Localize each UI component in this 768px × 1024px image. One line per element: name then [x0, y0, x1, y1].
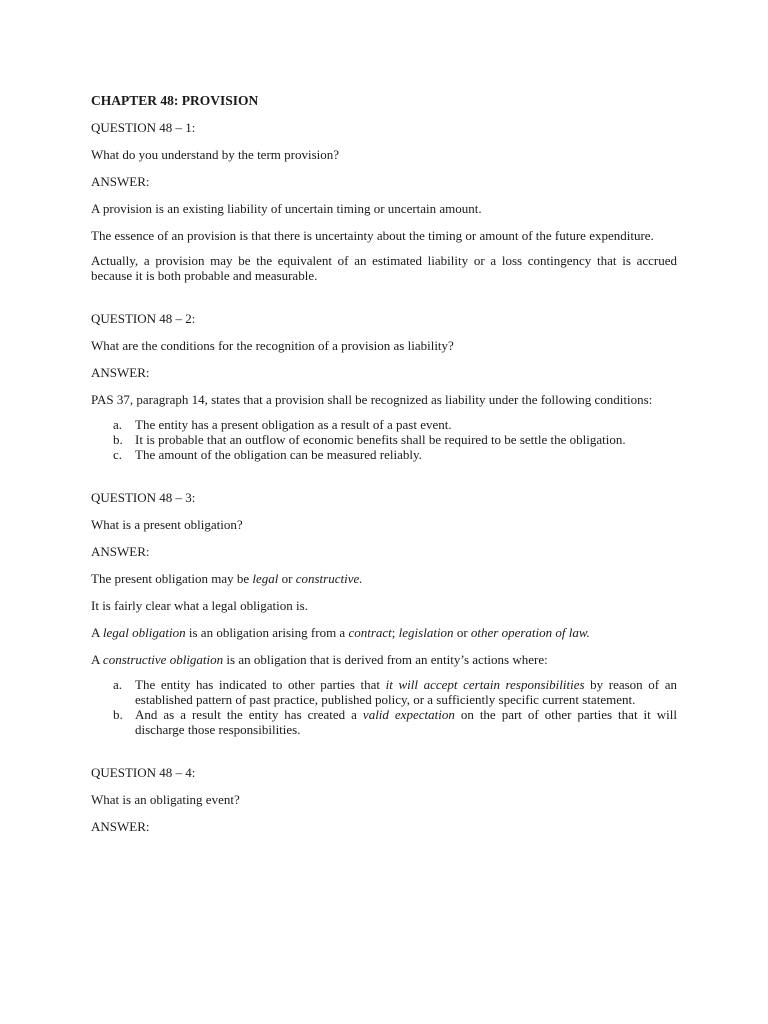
emphasis-constructive-obligation: constructive obligation — [102, 652, 224, 667]
list-marker: a. — [113, 677, 123, 692]
emphasis-other-operation-of-law: other operation of law. — [470, 625, 590, 640]
emphasis-constructive: constructive. — [295, 571, 363, 586]
list-item — [91, 447, 677, 462]
list-item-text: The amount of the obligation can be measured reliably. — [135, 447, 422, 462]
question-2-text: What are the conditions for the recognition of a provision as liability? — [91, 338, 454, 353]
question-3-conditions-list — [91, 677, 677, 737]
text-run: on the part of other parties that it will discharge those responsibilities. — [135, 707, 677, 737]
question-3-text: What is a present obligation? — [91, 517, 243, 532]
question-3-answer-label: ANSWER: — [91, 544, 150, 559]
question-1-paragraph-3: Actually, a provision may be the equivalent of an estimated liability or a loss contingency that is accrued because it is both probable and measurable. — [91, 253, 677, 283]
question-1-paragraph-1: A provision is an existing liability of uncertain timing or uncertain amount. — [91, 201, 482, 216]
list-item-text — [135, 677, 677, 707]
emphasis-legal: legal — [252, 571, 279, 586]
emphasis-legislation: legislation — [398, 625, 454, 640]
text-run: The present obligation may be — [91, 571, 253, 586]
question-3-paragraph-2: It is fairly clear what a legal obligation is. — [91, 598, 308, 613]
question-1-answer-label: ANSWER: — [91, 174, 150, 189]
question-3-paragraph-3 — [91, 625, 677, 640]
list-item — [91, 677, 677, 707]
text-run: is an obligation arising from a — [185, 625, 349, 640]
text-run: And as a result the entity has created a — [135, 707, 363, 722]
question-2-answer-label: ANSWER: — [91, 365, 150, 380]
text-run: or — [278, 571, 296, 586]
list-item — [91, 417, 677, 432]
list-item-text — [135, 707, 677, 737]
text-run: by reason of an established pattern of past practice, published policy, or a sufficiently specific current statement. — [135, 677, 677, 707]
question-3-paragraph-4 — [91, 652, 677, 667]
list-marker: c. — [113, 447, 123, 462]
question-1-paragraph-2: The essence of an provision is that there is uncertainty about the timing or amount of the future expenditure. — [91, 228, 654, 243]
emphasis-contract: contract — [348, 625, 392, 640]
question-1-heading: QUESTION 48 – 1: — [91, 120, 196, 135]
text-run: A — [91, 625, 103, 640]
list-item — [91, 707, 677, 737]
emphasis-legal-obligation: legal obligation — [102, 625, 186, 640]
list-item-text: It is probable that an outflow of economic benefits shall be required to be settle the obligation. — [135, 432, 626, 447]
question-3-heading: QUESTION 48 – 3: — [91, 490, 196, 505]
text-run: A — [91, 652, 103, 667]
question-1-text: What do you understand by the term provision? — [91, 147, 340, 162]
question-2-paragraph-1: PAS 37, paragraph 14, states that a provision shall be recognized as liability under the following conditions: — [91, 392, 653, 407]
list-marker: a. — [113, 417, 123, 432]
chapter-title: CHAPTER 48: PROVISION — [91, 93, 259, 108]
text-run: ; — [391, 625, 399, 640]
text-run: The entity has indicated to other parties that — [135, 677, 386, 692]
document-body — [91, 93, 677, 846]
text-run: is an obligation that is derived from an entity’s actions where: — [223, 652, 548, 667]
emphasis-accept-responsibilities: it will accept certain responsibilities — [385, 677, 585, 692]
list-marker: b. — [113, 707, 123, 722]
text-run: or — [453, 625, 471, 640]
emphasis-valid-expectation: valid expectation — [362, 707, 455, 722]
list-item — [91, 432, 677, 447]
question-4-heading: QUESTION 48 – 4: — [91, 765, 196, 780]
question-4-text: What is an obligating event? — [91, 792, 240, 807]
list-item-text: The entity has a present obligation as a result of a past event. — [135, 417, 452, 432]
question-2-conditions-list — [91, 417, 677, 462]
question-3-paragraph-1 — [91, 571, 677, 586]
list-marker: b. — [113, 432, 123, 447]
question-2-heading: QUESTION 48 – 2: — [91, 311, 196, 326]
question-4-answer-label: ANSWER: — [91, 819, 150, 834]
